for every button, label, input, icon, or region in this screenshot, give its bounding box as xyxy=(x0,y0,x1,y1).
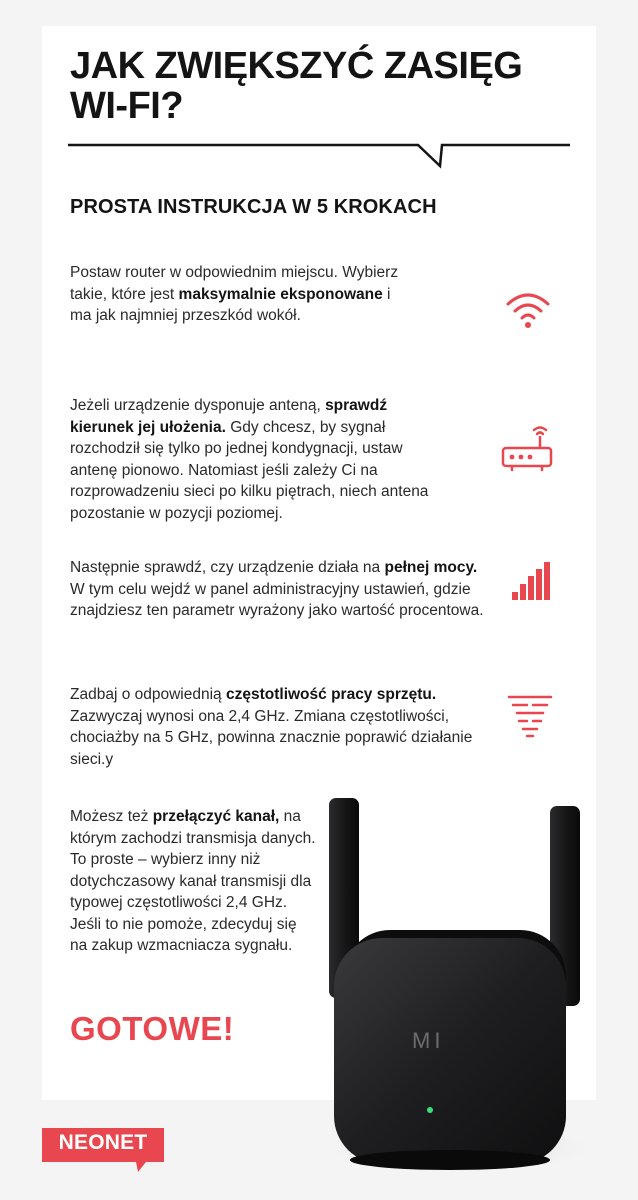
step-5-text-a: Możesz też xyxy=(70,808,153,825)
step-4-text-b: Zazwyczaj wynosi ona 2,4 GHz. Zmiana częstotliwości, chociażby na 5 GHz, powinna znacznie poprawić działanie sieci.y xyxy=(70,707,473,768)
step-4-text-a: Zadbaj o odpowiednią xyxy=(70,686,226,703)
status-led xyxy=(427,1107,433,1113)
subtitle: PROSTA INSTRUKCJA W 5 KROKACH xyxy=(70,196,437,218)
step-2-bold: sprawdź kierunek jej ułożenia. xyxy=(70,397,388,436)
wifi-icon xyxy=(505,290,551,330)
step-5-bold: przełączyć kanał, xyxy=(152,808,280,825)
step-1-text xyxy=(70,262,400,327)
step-2-text-a: Jeżeli urządzenie dysponuje anteną, xyxy=(70,397,326,414)
done-heading: GOTOWE! xyxy=(70,1010,235,1047)
step-1-bold: maksymalnie eksponowane xyxy=(178,285,383,303)
mi-brand-mark: MI xyxy=(412,1028,445,1053)
speech-divider xyxy=(68,138,570,172)
step-5-text-b: na którym zachodzi transmisja danych. To proste – wybierz inny niż dotychczasowy kanał transmisji dla typowej częstotliwości 2,4 GHz. Jeśli to nie pomoże, zdecyduj się na zakup wzmacniacza sygnału. xyxy=(70,808,316,954)
step-2-text xyxy=(70,395,446,524)
step-5-text xyxy=(70,806,316,957)
step-2-text-b: Gdy chcesz, by sygnał rozchodził się tylko po jednej kondygnacji, ustaw antenę pionowo. Natomiast jeśli zależy Ci na rozprowadzeniu sieci po kilku piętrach, niech antena pozostanie w pozycji poziomej. xyxy=(70,418,429,522)
signal-bars-icon xyxy=(510,562,552,600)
step-4-bold: częstotliwość pracy sprzętu. xyxy=(225,686,437,703)
step-1-text-a: Postaw router w odpowiednim miejscu. Wybierz takie, które jest xyxy=(70,264,399,303)
step-3-text xyxy=(70,557,490,622)
step-3-bold: pełnej mocy. xyxy=(384,559,478,576)
title-line-1: JAK ZWIĘKSZYĆ ZASIĘG xyxy=(70,45,523,87)
title-line-2: WI-FI? xyxy=(70,85,184,127)
step-3-text-b: W tym celu wejdź w panel administracyjny ustawień, gdzie znajdziesz ten parametr wyrażony jako wartość procentowa. xyxy=(70,580,484,619)
step-1-text-b: i ma jak najmniej przeszkód wokół. xyxy=(70,285,391,324)
wifi-extender-illustration xyxy=(312,788,602,1180)
page-title xyxy=(70,46,590,126)
step-3-text-a: Następnie sprawdź, czy urządzenie działa na xyxy=(70,559,385,576)
frequency-icon xyxy=(507,693,553,739)
router-icon xyxy=(500,424,554,472)
device-body xyxy=(334,938,566,1164)
neonet-logo-text: NEONET xyxy=(58,1131,148,1154)
step-4-text xyxy=(70,684,500,770)
